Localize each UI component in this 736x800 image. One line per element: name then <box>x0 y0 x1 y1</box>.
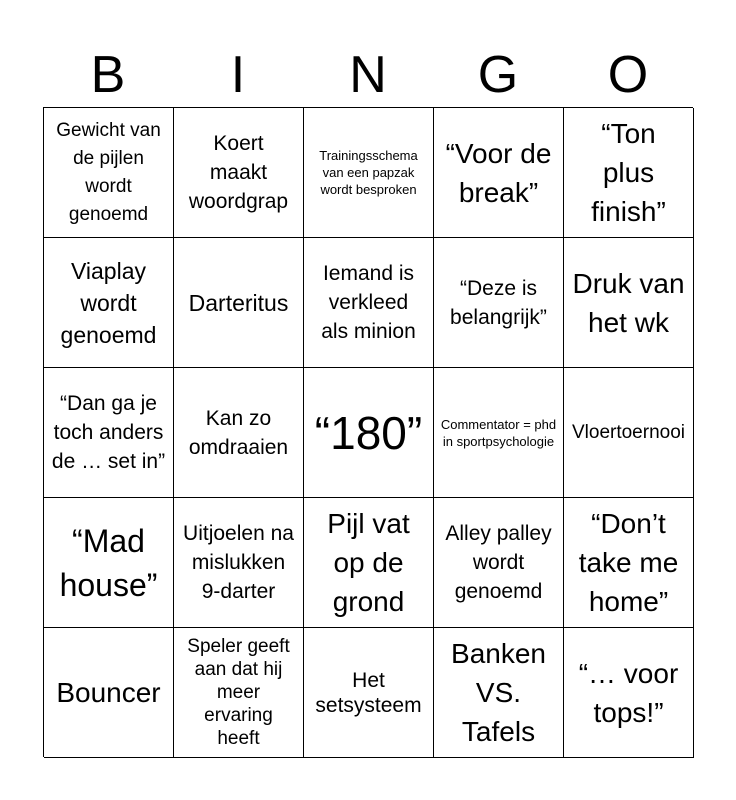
bingo-cell[interactable] <box>434 498 564 628</box>
cell-text: Koert maakt woordgrap <box>188 132 289 213</box>
cell-text: Commentator = phd in sportpsychologie <box>440 416 557 449</box>
cell-text: “180” <box>314 406 423 459</box>
cell-text: Viaplay wordt genoemd <box>60 257 157 348</box>
bingo-cell[interactable] <box>44 368 174 498</box>
header-letter-n: N <box>349 46 387 104</box>
cell-text: “Mad house” <box>59 522 158 603</box>
bingo-cell[interactable] <box>174 628 304 758</box>
bingo-cell[interactable] <box>174 238 304 368</box>
bingo-cell[interactable] <box>304 238 434 368</box>
cell-text: Gewicht van de pijlen wordt genoemd <box>56 119 161 225</box>
bingo-cell[interactable] <box>304 108 434 238</box>
bingo-cell[interactable] <box>304 498 434 628</box>
bingo-cell[interactable] <box>304 368 434 498</box>
bingo-grid <box>43 107 693 757</box>
bingo-cell[interactable] <box>564 628 694 758</box>
bingo-cell[interactable] <box>44 108 174 238</box>
cell-text: “Deze is belangrijk” <box>450 276 547 329</box>
cell-text: Banken VS. Tafels <box>451 638 546 747</box>
bingo-cell[interactable] <box>174 368 304 498</box>
header-letter-o: O <box>607 46 649 104</box>
bingo-cell[interactable] <box>564 238 694 368</box>
bingo-cell[interactable] <box>434 628 564 758</box>
bingo-cell[interactable] <box>44 628 174 758</box>
bingo-cell[interactable] <box>564 368 694 498</box>
cell-text: Alley palley wordt genoemd <box>445 522 552 603</box>
cell-text: “Voor de break” <box>445 137 552 208</box>
cell-text: Bouncer <box>56 677 161 708</box>
cell-text: Druk van het wk <box>572 267 685 338</box>
cell-text: Het setsysteem <box>315 668 422 717</box>
cell-text: “Don’t take me home” <box>578 508 679 617</box>
header-letter-g: G <box>477 46 519 104</box>
bingo-cell[interactable] <box>434 108 564 238</box>
bingo-cell[interactable] <box>44 498 174 628</box>
cell-text: Pijl vat op de grond <box>327 508 410 617</box>
cell-text: “… voor tops!” <box>578 657 679 728</box>
cell-text: Trainingsschema van een papzak wordt besproken <box>319 148 418 197</box>
bingo-cell[interactable] <box>44 238 174 368</box>
bingo-cell[interactable] <box>434 238 564 368</box>
cell-text: Iemand is verkleed als minion <box>321 262 416 343</box>
header-letter-b: B <box>90 46 126 104</box>
bingo-cell[interactable] <box>564 498 694 628</box>
cell-text: Uitjoelen na mislukken 9-darter <box>183 522 294 603</box>
bingo-cell[interactable] <box>564 108 694 238</box>
bingo-cell[interactable] <box>174 498 304 628</box>
cell-text: Speler geeft aan dat hij meer ervaring heeft <box>187 636 290 749</box>
bingo-cell[interactable] <box>174 108 304 238</box>
cell-text: Kan zo omdraaien <box>188 406 289 459</box>
bingo-header <box>43 44 693 106</box>
header-letter-i: I <box>230 46 246 104</box>
cell-text: “Dan ga je toch anders de … set in” <box>51 392 166 473</box>
cell-text: Vloertoernooi <box>571 421 686 443</box>
cell-text: Darteritus <box>188 289 289 316</box>
cell-text: “Ton plus finish” <box>591 118 666 227</box>
bingo-cell[interactable] <box>304 628 434 758</box>
bingo-cell[interactable] <box>434 368 564 498</box>
